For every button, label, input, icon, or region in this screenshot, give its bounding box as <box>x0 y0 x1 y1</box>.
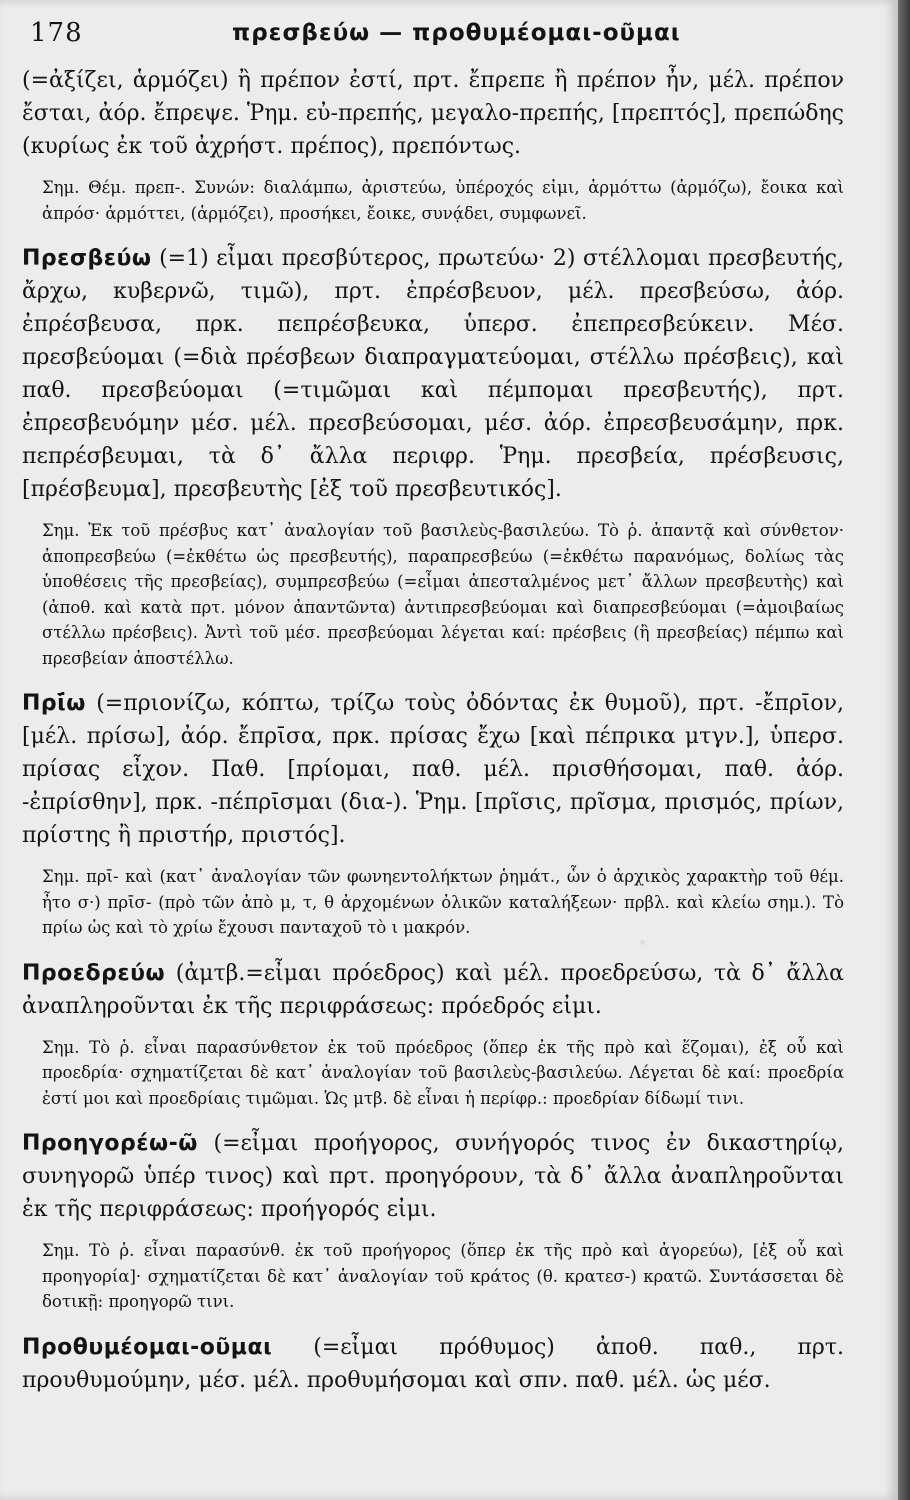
entry-text: (ἀμτβ.=εἶμαι πρόεδρος) καὶ μέλ. προεδρεύσω, τὰ δ᾽ ἄλλα ἀναπληροῦνται ἐκ τῆς περιφράσεως: πρόεδρός εἰμι. <box>22 960 844 1019</box>
entry-presbeuo <box>22 242 844 671</box>
entry-headword: Πρῑ́ω <box>22 691 86 716</box>
page-number: 178 <box>30 18 83 48</box>
entry-proedreuo <box>22 957 844 1112</box>
entry-paragraph <box>22 957 844 1023</box>
entry-paragraph <box>22 1331 844 1397</box>
entry-note: Σημ. Ἐκ τοῦ πρέσβυς κατ᾽ ἀναλογίαν τοῦ βασιλεὺς-βασιλεύω. Τὸ ῥ. ἀπαντᾷ καὶ σύνθετον· ἀποπρεσβεύω (=ἐκθέτω ὡς πρεσβευτής), παραπρεσβεύω (=ἐκθέτω παρανόμως, δολίως τὰς ὑποθέσεις τῆς πρεσβείας), συμπρεσβεύω (=εἶμαι ἀπεσταλμένος μετ᾽ ἄλλων πρεσβευτὴς) καὶ (ἀποθ. καὶ κατὰ πρτ. μόνον ἀπαντῶντα) ἀντιπρεσβεύομαι καὶ διαπρεσβεύομαι (=ἀμοιβαίως στέλλω πρέσβεις). Ἀντὶ τοῦ μέσ. πρεσβεύομαι λέγεται καί: πρέσβεις (ἢ πρεσβείας) πέμπω καὶ πρεσβείαν ἀποστέλλω. <box>42 521 844 668</box>
entry-note: Σημ. Τὸ ῥ. εἶναι παρασύνθ. ἐκ τοῦ προήγορος (ὅπερ ἐκ τῆς πρὸ καὶ ἀγορεύω), [ἐξ οὗ καὶ προηγορία]· σχηματίζεται δὲ κατ᾽ ἀναλογίαν τοῦ κράτος (θ. κρατεσ-) κρατῶ. Συντάσσεται δὲ δοτικῇ: προηγορῶ τινι. <box>42 1241 844 1311</box>
entry-headword: Προθυμέομαι-οῦμαι <box>22 1334 273 1360</box>
intro-paragraph: (=ἀξίζει, ἁρμόζει) ἢ πρέπον ἐστί, πρτ. ἔπρεπε ἢ πρέπον ἦν, μέλ. πρέπον ἔσται, ἀόρ. ἔπρεψε. Ῥημ. εὐ-πρεπής, μεγαλο-πρεπής, [πρεπτός], πρεπώδης (κυρίως ἐκ τοῦ ἀχρήστ. πρέπος), πρεπόντως. <box>22 68 844 159</box>
entry-text: (=πριονίζω, κόπτω, τρίζω τοὺς ὀδόντας ἐκ θυμοῦ), πρτ. -ἔπρῑον, [μέλ. πρίσω], ἀόρ. ἔπρῑσα, πρκ. πρίσας ἔχω [καὶ πέπρικα μτγν.], ὑπερσ. πρίσας εἶχον. Παθ. [πρίομαι, παθ. μέλ. πρισθήσομαι, παθ. ἀόρ. -ἐπρίσθην], πρκ. -πέπρῑσμαι (δια-). Ῥημ. [πρῖσις, πρῖσμα, πρισμός, πρίων, πρίστης ἢ πριστήρ, πριστός]. <box>22 691 844 848</box>
page-header <box>22 12 876 56</box>
entry-note: Σημ. πρῑ- καὶ (κατ᾽ ἀναλογίαν τῶν φωνηεντολήκτων ῥημάτ., ὧν ὁ ἀρχικὸς χαρακτὴρ τοῦ θέμ. ἦτο σ·) πρῑσ- (πρὸ τῶν ἀπὸ μ, τ, θ ἀρχομένων ὀλικῶν καταλήξεων· πρβλ. καὶ κλείω σημ.). Τὸ πρίω ὡς καὶ τὸ χρίω ἔχουσι πανταχοῦ τὸ ι μακρόν. <box>42 867 844 937</box>
entry-paragraph <box>22 687 844 852</box>
page-body <box>22 64 844 1397</box>
book-page-edge <box>898 0 910 1500</box>
entry-text: (=εἶμαι πρόθυμος) ἀποθ. παθ., πρτ. προυθυμούμην, μέσ. μέλ. προθυμήσομαι καὶ σπν. παθ. μέλ. ὡς μέσ. <box>22 1334 844 1393</box>
entry-headword: Πρεσβεύω <box>22 246 152 271</box>
entry-headword: Προηγορέω-ῶ <box>22 1131 198 1156</box>
running-head: πρεσβεύω — προθυμέομαι-οῦμαι <box>232 20 681 46</box>
entry-paragraph <box>22 1127 844 1226</box>
entry-prio <box>22 687 844 941</box>
entry-proegoreo <box>22 1127 844 1315</box>
entry-headword: Προεδρεύω <box>22 960 166 986</box>
entry-prothymeomai <box>22 1331 844 1397</box>
entry-text: (=εἶμαι προήγορος, συνήγορός τινος ἐν δικαστηρίῳ, συνηγορῶ ὑπέρ τινος) καὶ πρτ. προηγόρουν, τὰ δ᾽ ἄλλα ἀναπληροῦνται ἐκ τῆς περιφράσεως: προήγορός εἰμι. <box>22 1131 844 1222</box>
entry-text: (=1) εἶμαι πρεσβύτερος, πρωτεύω· 2) στέλλομαι πρεσβευτής, ἄρχω, κυβερνῶ, τιμῶ), πρτ. ἐπρέσβευον, μέλ. πρεσβεύσω, ἀόρ. ἐπρέσβευσα, πρκ. πεπρέσβευκα, ὑπερσ. ἐπεπρεσβεύκειν. Μέσ. πρεσβεύομαι (=διὰ πρέσβεων διαπραγματεύομαι, στέλλω πρέσβεις), καὶ παθ. πρεσβεύομαι (=τιμῶμαι καὶ πέμπομαι πρεσβευτής), πρτ. ἐπρεσβευόμην μέσ. μέλ. πρεσβεύσομαι, μέσ. ἀόρ. ἐπρεσβευσάμην, πρκ. πεπρέσβευμαι, τὰ δ᾽ ἄλλα περιφρ. Ῥημ. πρεσβεία, πρέσβευσις, [πρέσβευμα], πρεσβευτὴς [ἐξ τοῦ πρεσβευτικός]. <box>22 246 844 502</box>
entry-note: Σημ. Τὸ ῥ. εἶναι παρασύνθετον ἐκ τοῦ πρόεδρος (ὅπερ ἐκ τῆς πρὸ καὶ ἕζομαι), ἐξ οὗ καὶ προεδρία· σχηματίζεται δὲ κατ᾽ ἀναλογίαν τοῦ βασιλεὺς-βασιλεύω. Λέγεται δὲ καί: προεδρία ἐστί μοι καὶ προεδρίαις τιμῶμαι. Ὡς μτβ. δὲ εἶναι ἡ περίφρ.: προεδρίαν δίδωμί τινι. <box>42 1037 844 1108</box>
entry-paragraph <box>22 242 844 506</box>
intro-note: Σημ. Θέμ. πρεπ-. Συνών: διαλάμπω, ἀριστεύω, ὑπέροχός εἰμι, ἁρμόττω (ἁρμόζω), ἔοικα καὶ ἀπρόσ· ἁρμόττει, (ἁρμόζει), προσήκει, ἔοικε, συνᾴδει, συμφωνεῖ. <box>42 178 844 223</box>
